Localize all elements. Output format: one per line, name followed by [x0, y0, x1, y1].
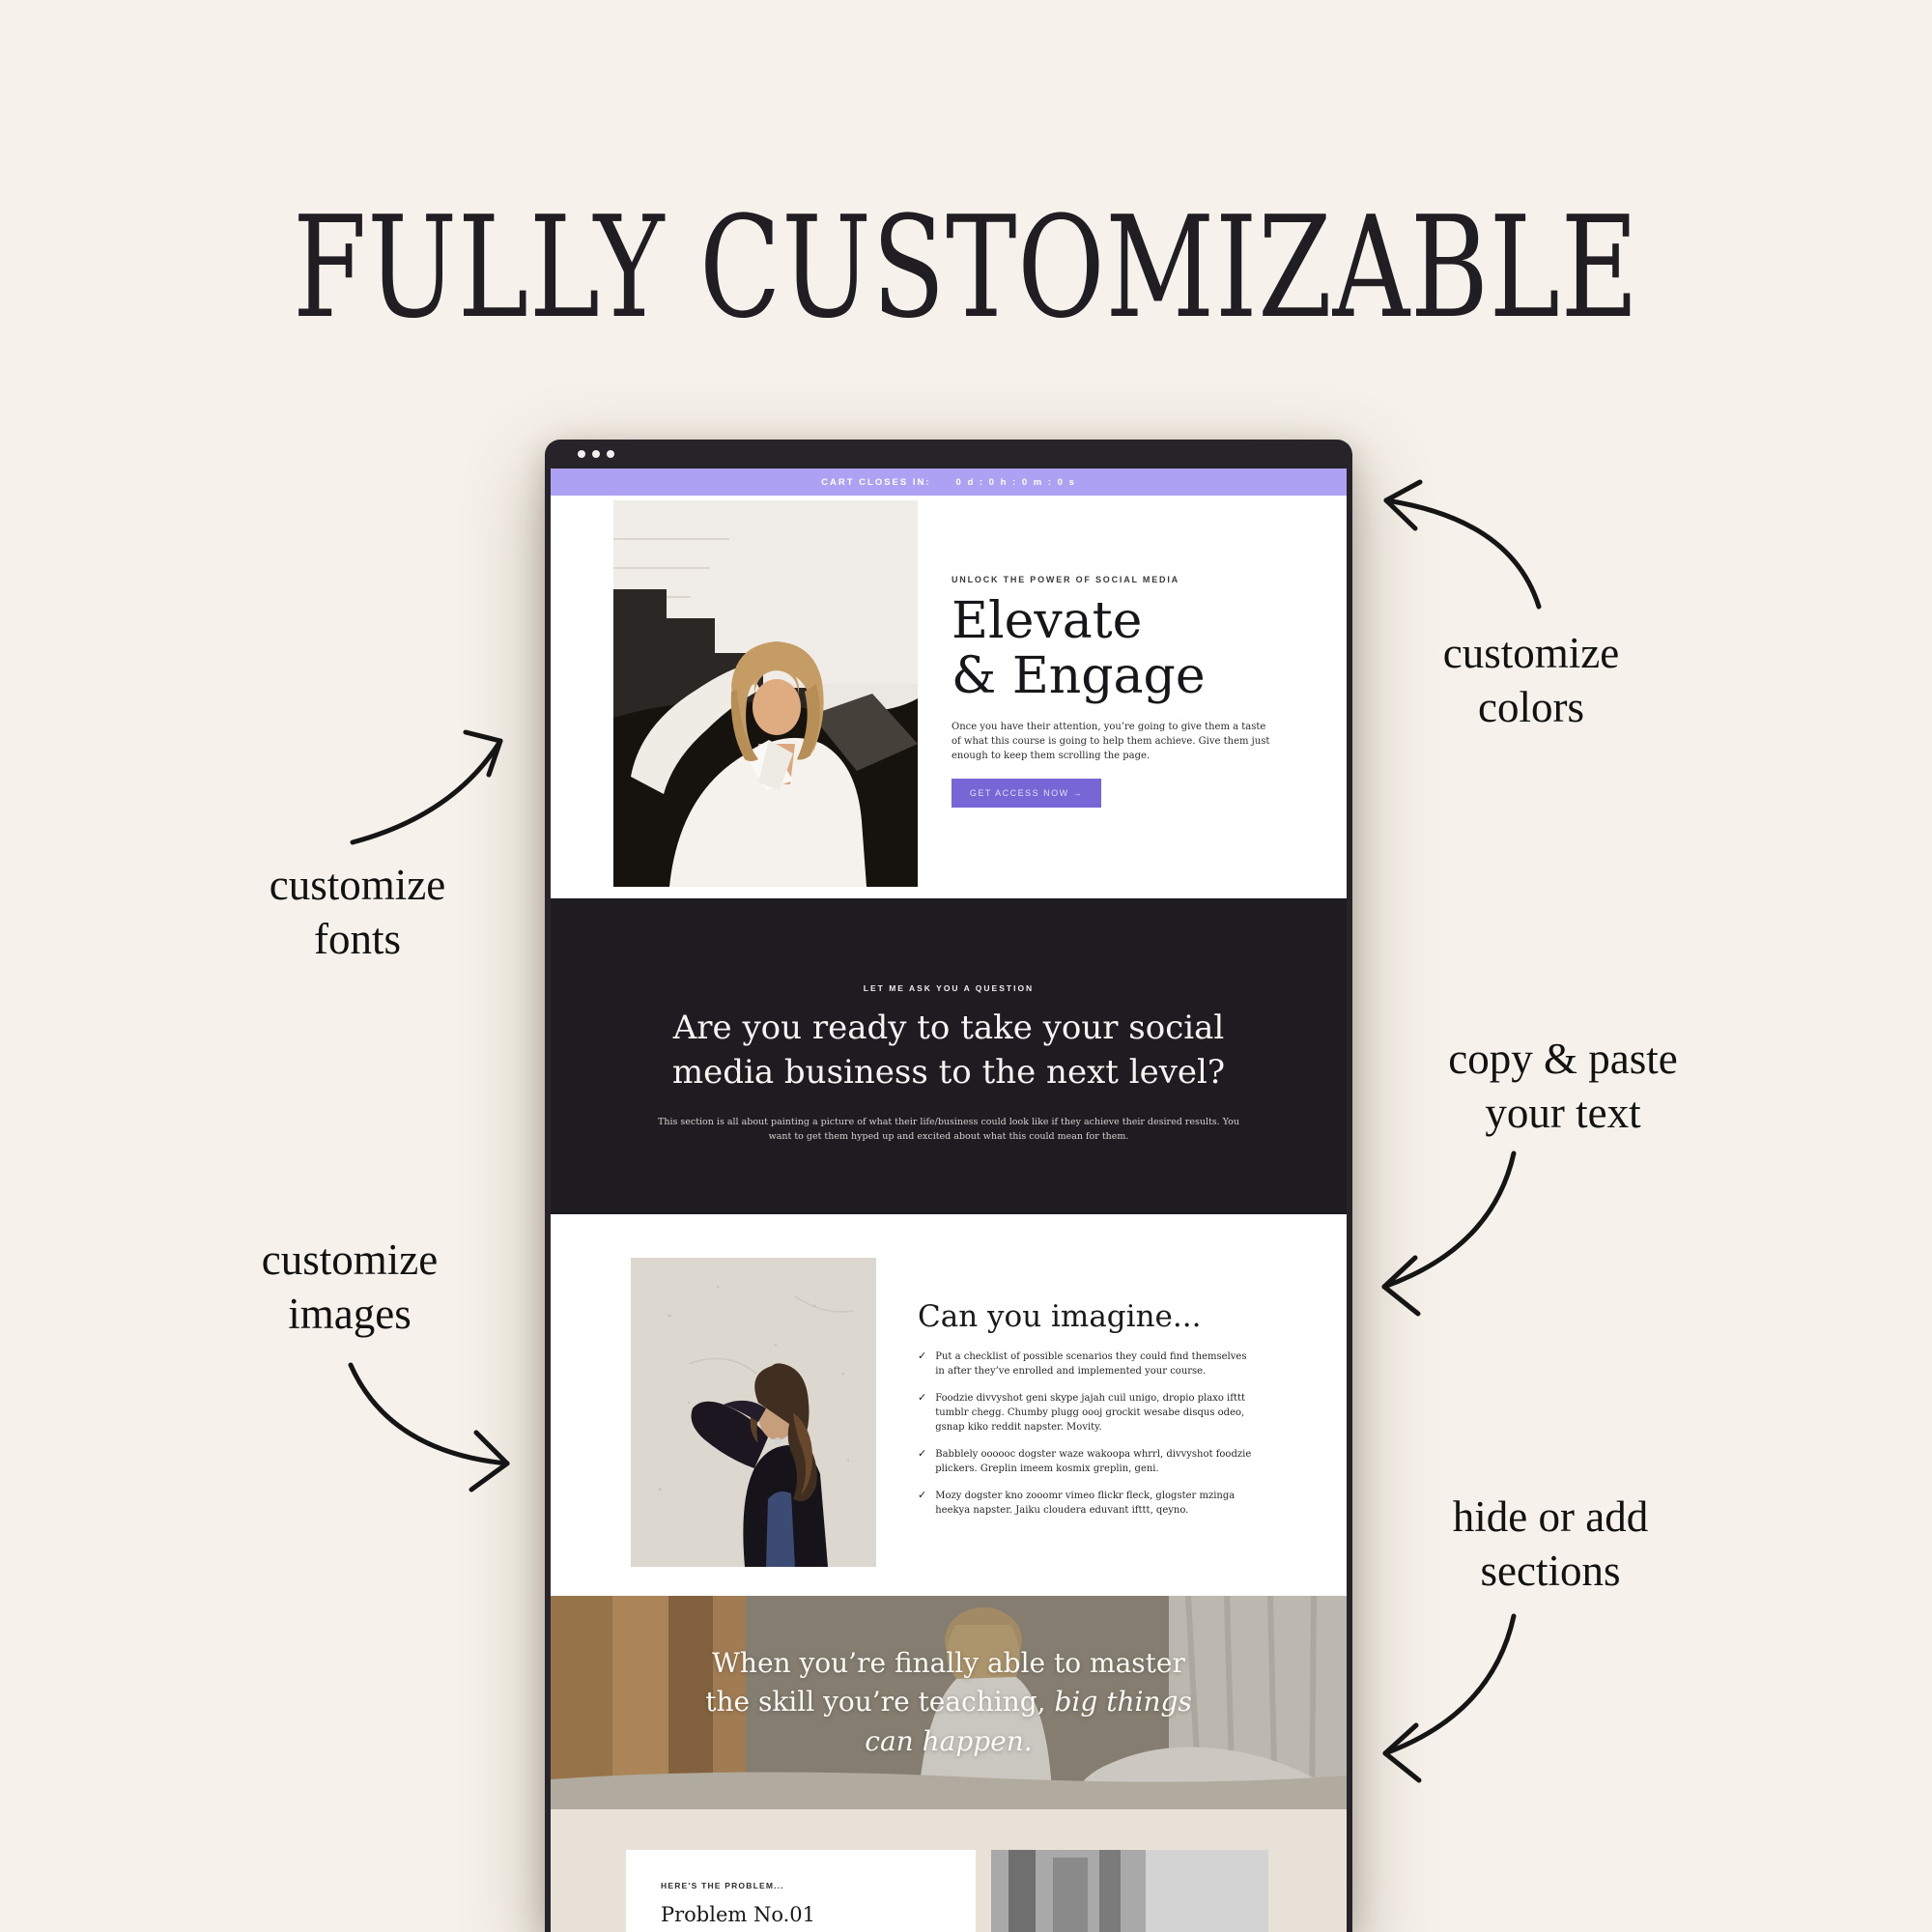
quote-banner-text: When you’re finally able to master the skill you’re teaching, big things can happen. — [705, 1646, 1192, 1757]
imagine-heading: Can you imagine... — [918, 1299, 1202, 1334]
hero-section — [551, 496, 1347, 898]
hero-eyebrow: UNLOCK THE POWER OF SOCIAL MEDIA — [952, 575, 1179, 584]
cart-countdown-value: 0 d : 0 h : 0 m : 0 s — [955, 476, 1076, 488]
window-dot-icon — [578, 450, 585, 458]
problem-heading: Problem No.01 — [661, 1903, 816, 1926]
problem-photo — [991, 1850, 1268, 1932]
arrow-customize-fonts — [333, 726, 522, 852]
annotation-customize-images: customize images — [261, 1236, 439, 1338]
question-section — [551, 898, 1347, 1214]
cart-countdown-banner — [551, 469, 1347, 496]
hero-text-block — [952, 575, 1272, 808]
window-dot-icon — [592, 450, 600, 458]
arrow-hide-add-sections — [1367, 1602, 1536, 1790]
list-item: ✓ Foodzie divvyshot geni skype jajah cuil unigo, dropio plaxo ifttt tumblr chegg. Chumby plugg oooj grockit wesabe disqus odeo, gsnap kiko reddit napster. Movity. — [918, 1391, 1246, 1433]
list-item: ✓ Babblely oooooc dogster waze wakoopa whrrl, divvyshot foodzie plickers. Greplin imeem kosmix greplin, geni. — [918, 1447, 1252, 1474]
page-content — [551, 469, 1347, 1932]
cart-banner-label: CART CLOSES IN: — [821, 476, 931, 488]
imagine-photo — [631, 1258, 876, 1567]
annotation-customize-colors: customize colors — [1442, 629, 1620, 731]
browser-window — [545, 440, 1352, 1932]
checkmark-icon: ✓ — [918, 1391, 927, 1404]
list-item: ✓ Put a checklist of possible scenarios they could find themselves in after they’ve enrolled and implemented your course. — [918, 1350, 1247, 1377]
window-dot-icon — [607, 450, 614, 458]
question-body: This section is all about painting a picture of what their life/business could look like if they achieve their desired results. You want to get them hyped up and excited about what this could mean for them. — [657, 1116, 1240, 1142]
checkmark-icon: ✓ — [918, 1489, 927, 1501]
checkmark-icon: ✓ — [918, 1447, 927, 1460]
annotation-customize-fonts: customize fonts — [269, 861, 446, 963]
question-eyebrow: LET ME ASK YOU A QUESTION — [863, 983, 1035, 993]
problem-section — [551, 1809, 1347, 1932]
browser-chrome-bar — [545, 440, 1352, 469]
problem-eyebrow: HERE'S THE PROBLEM... — [661, 1881, 784, 1890]
hero-body: Once you have their attention, you’re going to give them a taste of what this course is going to help them achieve. Give them just enough to keep them scrolling the page. — [952, 722, 1270, 762]
imagine-section — [551, 1214, 1347, 1596]
arrow-customize-colors — [1367, 473, 1560, 618]
imagine-bullet-list — [918, 1350, 1254, 1518]
hero-heading: Elevate & Engage — [952, 592, 1206, 706]
arrow-customize-images — [333, 1348, 526, 1502]
imagine-text-block — [918, 1299, 1254, 1530]
question-heading: Are you ready to take your social media business to the next level? — [671, 1009, 1226, 1092]
hero-photo — [613, 500, 918, 887]
list-item: ✓ Mozy dogster kno zooomr vimeo flickr fleck, glogster mzinga heekya napster. Jaiku cloudera eduvant ifttt, qeyno. — [918, 1489, 1236, 1516]
annotation-hide-add-sections: hide or add sections — [1452, 1492, 1649, 1595]
quote-banner-section — [551, 1596, 1347, 1809]
annotation-copy-paste-text: copy & paste your text — [1448, 1035, 1678, 1137]
problem-card — [626, 1850, 976, 1932]
checkmark-icon: ✓ — [918, 1350, 927, 1362]
page-title: FULLY CUSTOMIZABLE — [293, 186, 1639, 350]
get-access-button[interactable]: GET ACCESS NOW → — [952, 779, 1101, 808]
arrow-copy-paste-text — [1367, 1140, 1536, 1323]
